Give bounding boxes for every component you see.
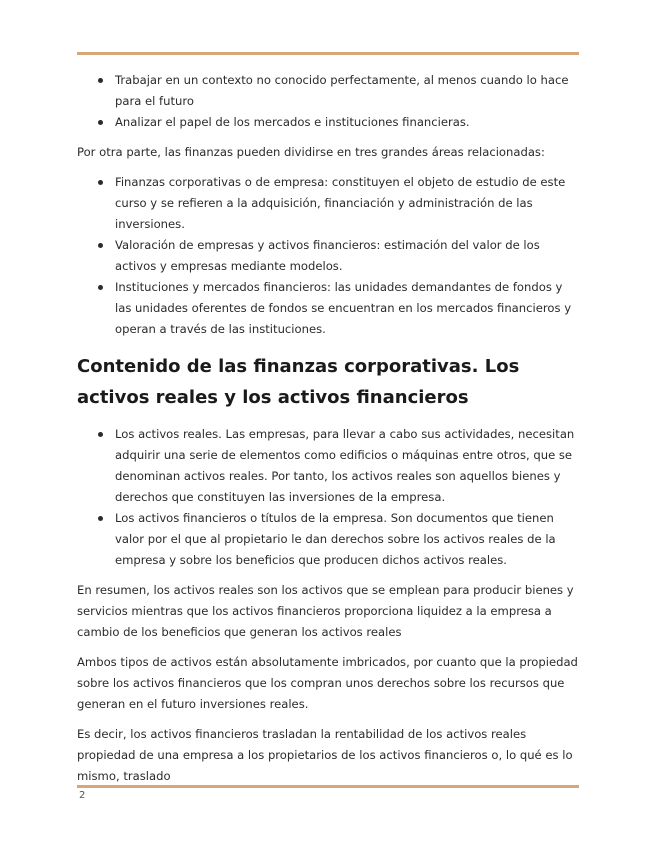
list-item: Analizar el papel de los mercados e instituciones financieras. [77,112,579,133]
paragraph: Es decir, los activos financieros trasladan la rentabilidad de los activos reales propiedad de una empresa a los propietarios de los activos financieros o, lo qué es lo mismo, traslado [77,727,573,783]
header-rule [77,52,579,55]
list-finance-areas [77,172,579,340]
list-objectives [77,70,579,133]
list-item: Trabajar en un contexto no conocido perfectamente, al menos cuando lo hace para el futuro [77,70,579,112]
paragraph: En resumen, los activos reales son los activos que se emplean para producir bienes y servicios mientras que los activos financieros proporciona liquidez a la empresa a cambio de los beneficios que generan los activos reales [77,583,574,639]
list-item: Los activos financieros o títulos de la empresa. Son documentos que tienen valor por el que al propietario le dan derechos sobre los activos reales de la empresa y sobre los beneficios que producen dichos activos reales. [77,508,579,571]
list-item: Los activos reales. Las empresas, para llevar a cabo sus actividades, necesitan adquirir una serie de elementos como edificios o máquinas entre otros, que se denominan activos reales. Por tanto, los activos reales son aquellos bienes y derechos que constituyen las inversiones de la empresa. [77,424,579,508]
page-number: 2 [79,790,86,801]
list-item: Valoración de empresas y activos financieros: estimación del valor de los activos y empresas mediante modelos. [77,235,579,277]
footer-rule [77,785,579,788]
list-item: Instituciones y mercados financieros: las unidades demandantes de fondos y las unidades oferentes de fondos se encuentran en los mercados financieros y operan a través de las instituciones. [77,277,579,340]
page-content [77,70,579,787]
list-item: Finanzas corporativas o de empresa: constituyen el objeto de estudio de este curso y se refieren a la adquisición, financiación y administración de las inversiones. [77,172,579,235]
paragraph: Ambos tipos de activos están absolutamente imbricados, por cuanto que la propiedad sobre los activos financieros que los compran unos derechos sobre los recursos que generan en el futuro inversiones reales. [77,655,578,711]
section-heading: Contenido de las finanzas corporativas. Los activos reales y los activos financieros [77,356,520,408]
list-asset-types [77,424,579,571]
paragraph: Por otra parte, las finanzas pueden dividirse en tres grandes áreas relacionadas: [77,145,545,159]
